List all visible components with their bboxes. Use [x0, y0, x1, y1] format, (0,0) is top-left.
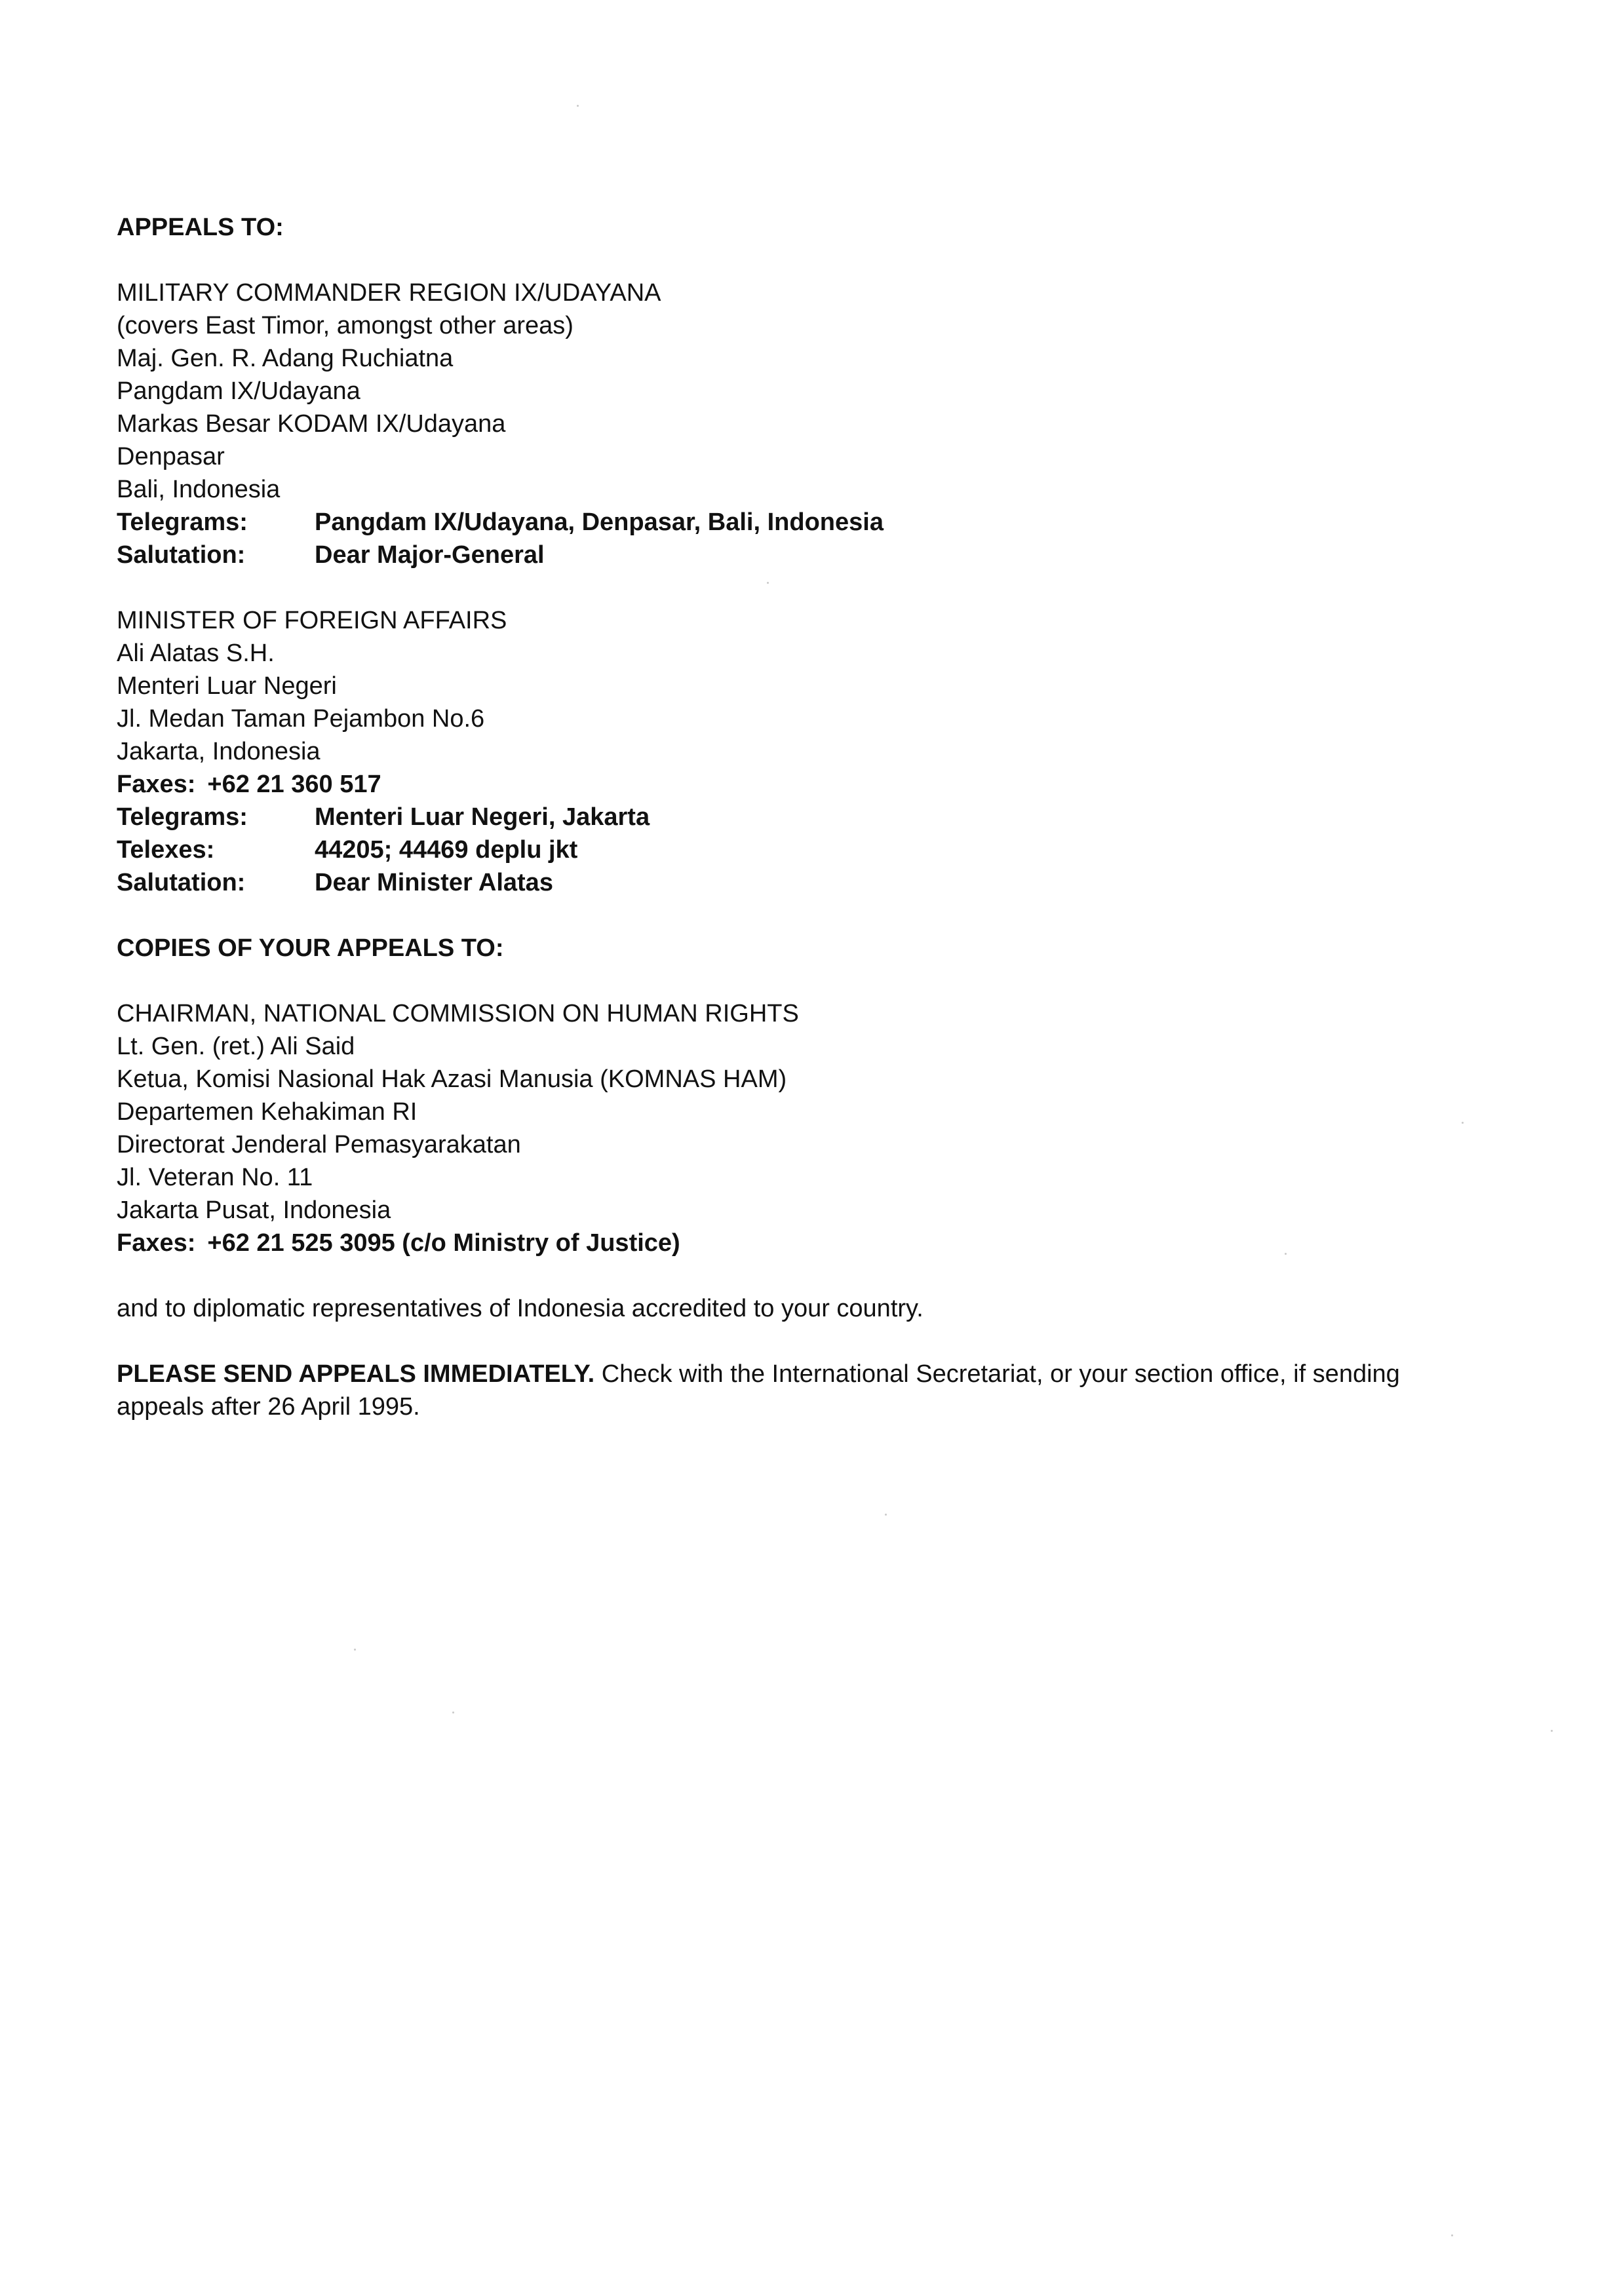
telegrams-label: Telegrams:	[117, 803, 248, 831]
address-line: Directorat Jenderal Pemasyarakatan	[117, 1131, 521, 1158]
salutation-value: Dear Major-General	[315, 541, 545, 569]
closing-text: Check with the International Secretariat, or your section office, if sending appeals after 26 April 1995.	[117, 1360, 1400, 1421]
faxes-label: Faxes:	[117, 1229, 196, 1257]
salutation-label: Salutation:	[117, 541, 246, 569]
address-line: Jl. Veteran No. 11	[117, 1164, 313, 1191]
recipient-title: CHAIRMAN, NATIONAL COMMISSION ON HUMAN RIGHTS	[117, 1000, 799, 1027]
recipient-title: MINISTER OF FOREIGN AFFAIRS	[117, 607, 507, 634]
scan-speck	[1451, 2234, 1453, 2236]
address-line: Denpasar	[117, 443, 225, 470]
faxes-row	[117, 1227, 1493, 1259]
telegrams-value: Pangdam IX/Udayana, Denpasar, Bali, Indonesia	[315, 508, 884, 536]
address-line: (covers East Timor, amongst other areas)	[117, 312, 574, 339]
address-line: Ali Alatas S.H.	[117, 640, 275, 667]
address-line: Jakarta Pusat, Indonesia	[117, 1196, 391, 1224]
address-line: Pangdam IX/Udayana	[117, 377, 360, 405]
closing-instruction	[117, 1358, 1493, 1423]
address-line: Jakarta, Indonesia	[117, 738, 321, 765]
telexes-row	[117, 833, 1493, 866]
salutation-row	[117, 866, 1493, 899]
address-line: Bali, Indonesia	[117, 476, 281, 503]
recipient-foreign-minister	[117, 604, 1493, 899]
appeal-content	[117, 211, 1493, 1456]
telexes-label: Telexes:	[117, 836, 215, 864]
faxes-label: Faxes:	[117, 771, 196, 798]
address-line: Menteri Luar Negeri	[117, 672, 337, 700]
scan-speck	[354, 1649, 356, 1651]
diplomatic-note: and to diplomatic representatives of Indonesia accredited to your country.	[117, 1295, 924, 1322]
faxes-value: +62 21 360 517	[207, 771, 381, 798]
copies-heading: COPIES OF YOUR APPEALS TO:	[117, 934, 504, 962]
address-line: Markas Besar KODAM IX/Udayana	[117, 410, 506, 438]
recipient-title: MILITARY COMMANDER REGION IX/UDAYANA	[117, 279, 661, 307]
telexes-value: 44205; 44469 deplu jkt	[315, 836, 578, 864]
closing-lead: PLEASE SEND APPEALS IMMEDIATELY.	[117, 1360, 595, 1388]
telegrams-value: Menteri Luar Negeri, Jakarta	[315, 803, 650, 831]
telegrams-row	[117, 801, 1493, 833]
telegrams-label: Telegrams:	[117, 508, 248, 536]
address-line: Departemen Kehakiman RI	[117, 1098, 418, 1126]
address-line: Lt. Gen. (ret.) Ali Said	[117, 1033, 355, 1060]
recipient-military-commander	[117, 277, 1493, 571]
faxes-row	[117, 768, 1493, 801]
address-line: Jl. Medan Taman Pejambon No.6	[117, 705, 485, 733]
scan-speck	[1551, 1730, 1553, 1732]
scan-speck	[452, 1712, 454, 1713]
salutation-row	[117, 539, 1493, 571]
faxes-value: +62 21 525 3095 (c/o Ministry of Justice)	[207, 1229, 680, 1257]
address-line: Ketua, Komisi Nasional Hak Azasi Manusia (KOMNAS HAM)	[117, 1065, 787, 1093]
scan-speck	[885, 1514, 887, 1516]
salutation-label: Salutation:	[117, 869, 246, 896]
recipient-human-rights-commission	[117, 997, 1493, 1259]
address-line: Maj. Gen. R. Adang Ruchiatna	[117, 345, 454, 372]
appeals-heading: APPEALS TO:	[117, 214, 284, 241]
telegrams-row	[117, 506, 1493, 539]
scan-speck	[577, 105, 579, 107]
salutation-value: Dear Minister Alatas	[315, 869, 553, 896]
